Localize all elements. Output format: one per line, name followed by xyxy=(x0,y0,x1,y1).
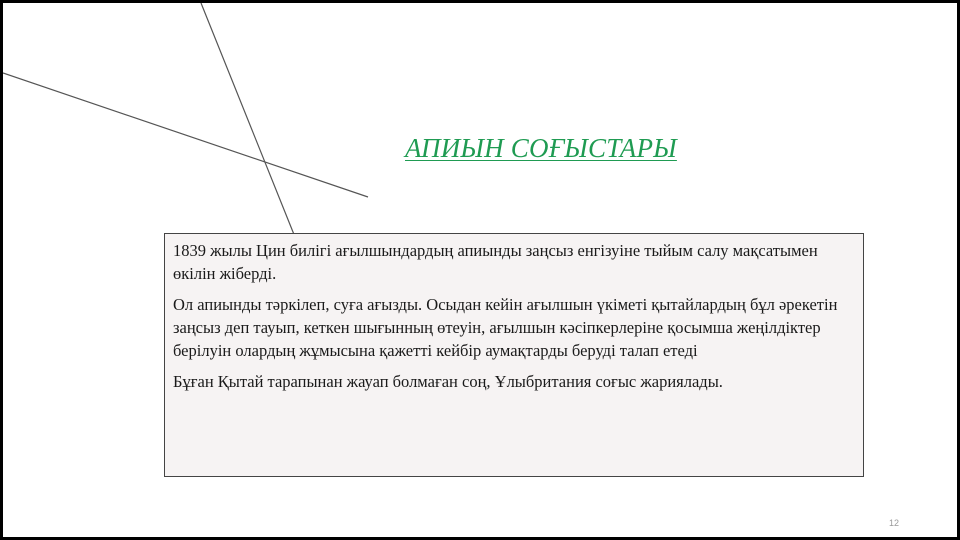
paragraph-2: Ол апиынды тәркілеп, суға ағызды. Осыдан кейін ағылшын үкіметі қытайлардың бұл әрекетін заңсыз деп тауып, кеткен шығынның өтеуін, ағылшын кәсіпкерлеріне қосымша жеңілдіктер берілуін олардың жұмысына қажетті кейбір аумақтарды беруді талап етеді xyxy=(173,295,838,360)
slide-title: АПИЫН СОҒЫСТАРЫ xyxy=(405,133,677,163)
paragraph-1: 1839 жылы Цин билігі ағылшындардың апиынды заңсыз енгізуіне тыйым салу мақсатымен өкілін жіберді. xyxy=(173,241,818,283)
slide xyxy=(3,3,957,537)
decorative-line-steep xyxy=(201,3,295,237)
paragraph-3: Бұған Қытай тарапынан жауап болмаған соң, Ұлыбритания соғыс жариялады. xyxy=(173,372,723,391)
page-number: 12 xyxy=(889,518,900,528)
decorative-line-shallow xyxy=(3,73,368,197)
content-box xyxy=(164,233,864,477)
